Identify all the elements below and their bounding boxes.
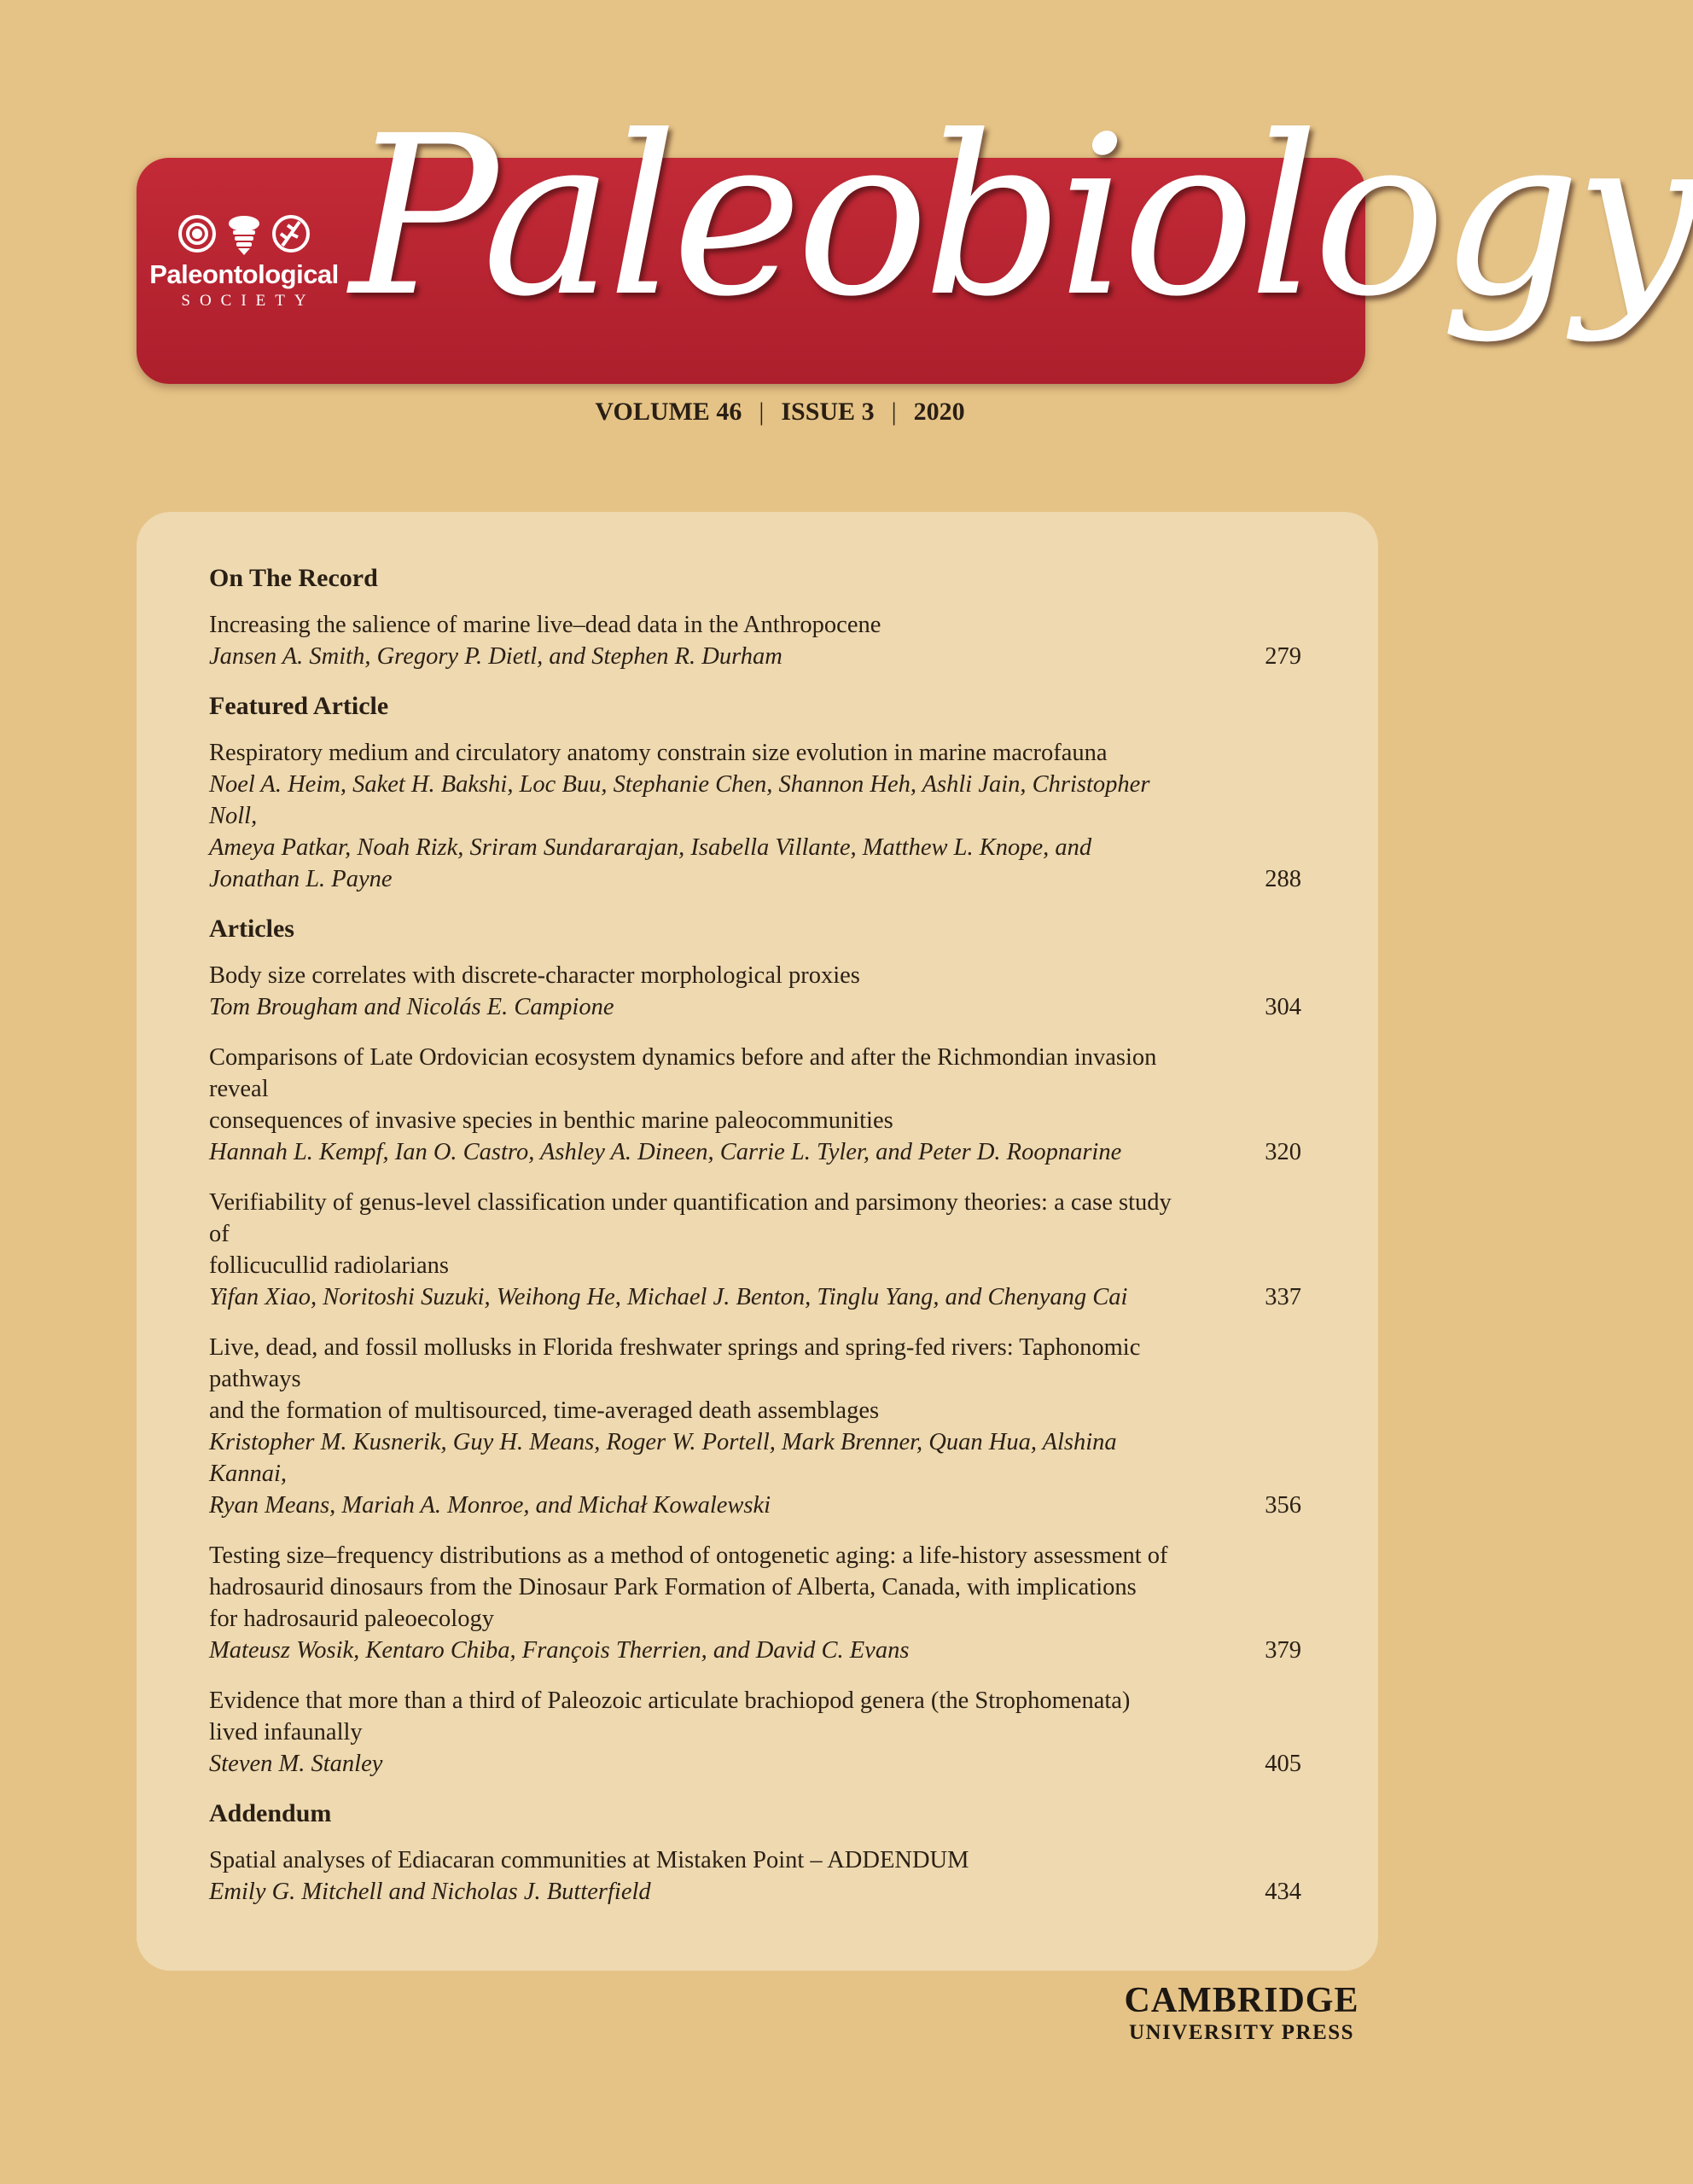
article-title-line: Respiratory medium and circulatory anatomy constrain size evolution in marine macrofauna [209,740,1108,766]
article-title-line: Verifiability of genus-level classification under quantification and parsimony theories: a case study of [209,1189,1172,1247]
fern-icon [274,217,308,251]
publisher-subname: UNIVERSITY PRESS [1128,2021,1355,2044]
trilobite-icon [229,216,259,255]
society-subtitle: SOCIETY [181,292,316,310]
contents-entry [209,1187,1301,1313]
contents-entry [209,1685,1301,1780]
article-title-line: and the formation of multisourced, time-averaged death assemblages [209,1397,880,1424]
article-authors-line: Ameya Patkar, Noah Rizk, Sriram Sundararajan, Isabella Villante, Matthew L. Knope, and [209,834,1092,861]
page-number: 379 [1265,1637,1301,1664]
contents-entry [209,1332,1301,1521]
article-title-line: follicucullid radiolarians [209,1252,449,1279]
publisher-name: CAMBRIDGE [1124,1981,1359,2020]
article-title-line: lived infaunally [209,1719,363,1745]
contents-entry [209,960,1301,1023]
article-title-line: Live, dead, and fossil mollusks in Florida freshwater springs and spring-fed rivers: Taphonomic pathways [209,1334,1141,1392]
article-authors-line: Yifan Xiao, Noritoshi Suzuki, Weihong He, Michael J. Benton, Tinglu Yang, and Chenyang Cai [209,1284,1128,1310]
article-title-line: Spatial analyses of Ediacaran communities at Mistaken Point – ADDENDUM [209,1847,969,1873]
page-number: 288 [1265,866,1301,892]
table-of-contents [209,563,1301,1926]
article-title-line: consequences of invasive species in benthic marine paleocommunities [209,1107,893,1134]
contents-entry [209,1042,1301,1168]
page-number: 304 [1265,994,1301,1020]
article-title-line: Increasing the salience of marine live–dead data in the Anthropocene [209,612,881,638]
issue-line [0,398,1502,427]
article-authors-line: Ryan Means, Mariah A. Monroe, and Michał Kowalewski [209,1492,771,1519]
society-logo [147,212,341,311]
page-number: 279 [1265,643,1301,670]
section-heading: On The Record [209,564,378,592]
section-heading: Featured Article [209,692,389,720]
separator: | [891,398,897,426]
ammonite-icon [180,217,214,251]
page-number: 405 [1265,1751,1301,1777]
society-emblem [172,212,317,256]
article-title-line: hadrosaurid dinosaurs from the Dinosaur Park Formation of Alberta, Canada, with implications [209,1574,1137,1600]
article-authors-line: Jansen A. Smith, Gregory P. Dietl, and Stephen R. Durham [209,643,783,670]
article-title-line: Testing size–frequency distributions as a method of ontogenetic aging: a life-history assessment of [209,1542,1168,1569]
contents-entry [209,737,1301,895]
society-name: Paleontological [149,259,339,289]
article-authors-line: Emily G. Mitchell and Nicholas J. Butterfield [209,1879,651,1905]
page-number: 320 [1265,1139,1301,1165]
article-authors-line: Mateusz Wosik, Kentaro Chiba, François Therrien, and David C. Evans [209,1637,910,1664]
issue-label: ISSUE 3 [781,398,875,426]
journal-title: Paleobiology [350,89,1693,345]
contents-entry [209,1540,1301,1666]
article-title-line: Body size correlates with discrete-character morphological proxies [209,962,860,989]
volume-label: VOLUME 46 [595,398,742,426]
year-label: 2020 [913,398,965,426]
page-number: 356 [1265,1492,1301,1519]
article-title-line: Evidence that more than a third of Paleozoic articulate brachiopod genera (the Strophomenata) [209,1687,1131,1714]
article-authors-line: Kristopher M. Kusnerik, Guy H. Means, Roger W. Portell, Mark Brenner, Quan Hua, Alshina Kannai, [209,1429,1117,1487]
article-authors-line: Hannah L. Kempf, Ian O. Castro, Ashley A. Dineen, Carrie L. Tyler, and Peter D. Roopnarine [209,1139,1122,1165]
article-authors-line: Jonathan L. Payne [209,866,393,892]
page-number: 337 [1265,1284,1301,1310]
article-title-line: Comparisons of Late Ordovician ecosystem dynamics before and after the Richmondian invasion reveal [209,1044,1157,1102]
article-authors-line: Noel A. Heim, Saket H. Bakshi, Loc Buu, Stephanie Chen, Shannon Heh, Ashli Jain, Christopher Noll, [209,771,1150,829]
article-authors-line: Steven M. Stanley [209,1751,383,1777]
article-authors-line: Tom Brougham and Nicolás E. Campione [209,994,614,1020]
separator: | [759,398,765,426]
publisher-logo [1101,1981,1382,2046]
section-heading: Articles [209,915,294,943]
page-number: 434 [1265,1879,1301,1905]
article-title-line: for hadrosaurid paleoecology [209,1606,494,1632]
contents-entry [209,1844,1301,1908]
section-heading: Addendum [209,1799,332,1827]
contents-entry [209,609,1301,672]
